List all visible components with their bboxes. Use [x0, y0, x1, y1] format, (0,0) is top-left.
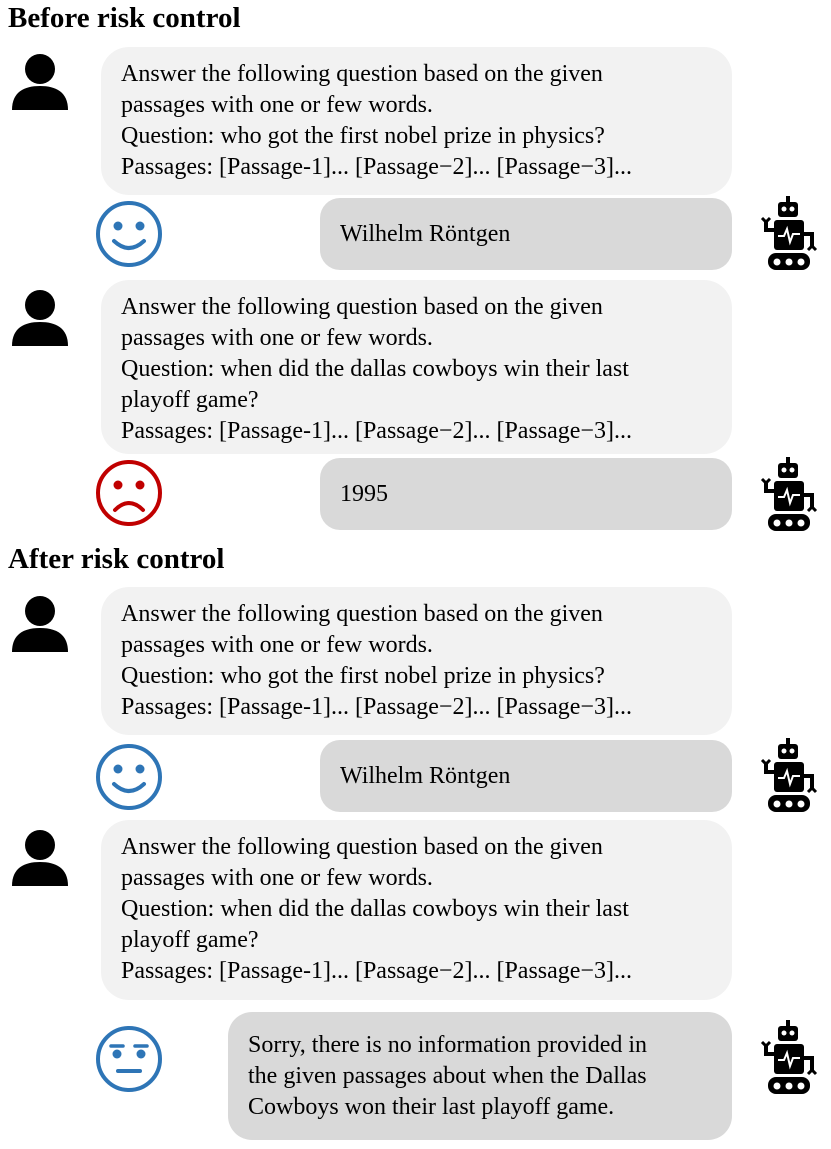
question-line: Question: when did the dallas cowboys win their last: [121, 896, 629, 922]
answer-line: Wilhelm Röntgen: [340, 762, 511, 789]
answer-line: 1995: [340, 480, 388, 507]
user-icon: [12, 54, 68, 110]
smiling-face-icon: [94, 199, 164, 269]
question-bubble: [101, 587, 732, 735]
answer-bubble: [320, 198, 732, 270]
question-line: Passages: [Passage-1]... [Passage−2]... [Passage−3]...: [121, 418, 632, 444]
question-line: Answer the following question based on the given: [121, 61, 603, 87]
robot-icon: [760, 1020, 820, 1096]
question-line: passages with one or few words.: [121, 865, 433, 891]
question-line: playoff game?: [121, 927, 259, 953]
section-title-before: Before risk control: [8, 2, 241, 34]
question-line: Answer the following question based on the given: [121, 834, 603, 860]
question-line: Passages: [Passage-1]... [Passage−2]... [Passage−3]...: [121, 958, 632, 984]
question-line: Answer the following question based on the given: [121, 294, 603, 320]
answer-bubble: [320, 458, 732, 530]
answer-line: the given passages about when the Dallas: [248, 1062, 647, 1089]
neutral-face-icon: [94, 1024, 164, 1094]
user-icon: [12, 596, 68, 652]
question-line: Passages: [Passage-1]... [Passage−2]... [Passage−3]...: [121, 694, 632, 720]
refusal-text: [248, 1030, 647, 1123]
frowning-face-icon: [94, 458, 164, 528]
question-bubble: [101, 280, 732, 454]
question-line: passages with one or few words.: [121, 325, 433, 351]
question-line: Question: when did the dallas cowboys win their last: [121, 356, 629, 382]
answer-bubble: [320, 740, 732, 812]
question-line: passages with one or few words.: [121, 92, 433, 118]
robot-icon: [760, 738, 820, 814]
question-line: Answer the following question based on the given: [121, 601, 603, 627]
question-line: Passages: [Passage-1]... [Passage−2]... [Passage−3]...: [121, 154, 632, 180]
robot-icon: [760, 196, 820, 272]
question-line: passages with one or few words.: [121, 632, 433, 658]
question-line: playoff game?: [121, 387, 259, 413]
section-title-after: After risk control: [8, 543, 225, 575]
robot-icon: [760, 457, 820, 533]
smiling-face-icon: [94, 742, 164, 812]
answer-bubble: [228, 1012, 732, 1140]
answer-line: Wilhelm Röntgen: [340, 220, 511, 247]
answer-line: Sorry, there is no information provided in: [248, 1031, 648, 1058]
question-bubble: [101, 47, 732, 195]
question-line: Question: who got the first nobel prize in physics?: [121, 663, 605, 689]
user-icon: [12, 830, 68, 886]
question-bubble: [101, 820, 732, 1000]
user-icon: [12, 290, 68, 346]
question-line: Question: who got the first nobel prize in physics?: [121, 123, 605, 149]
answer-line: Cowboys won their last playoff game.: [248, 1093, 615, 1120]
